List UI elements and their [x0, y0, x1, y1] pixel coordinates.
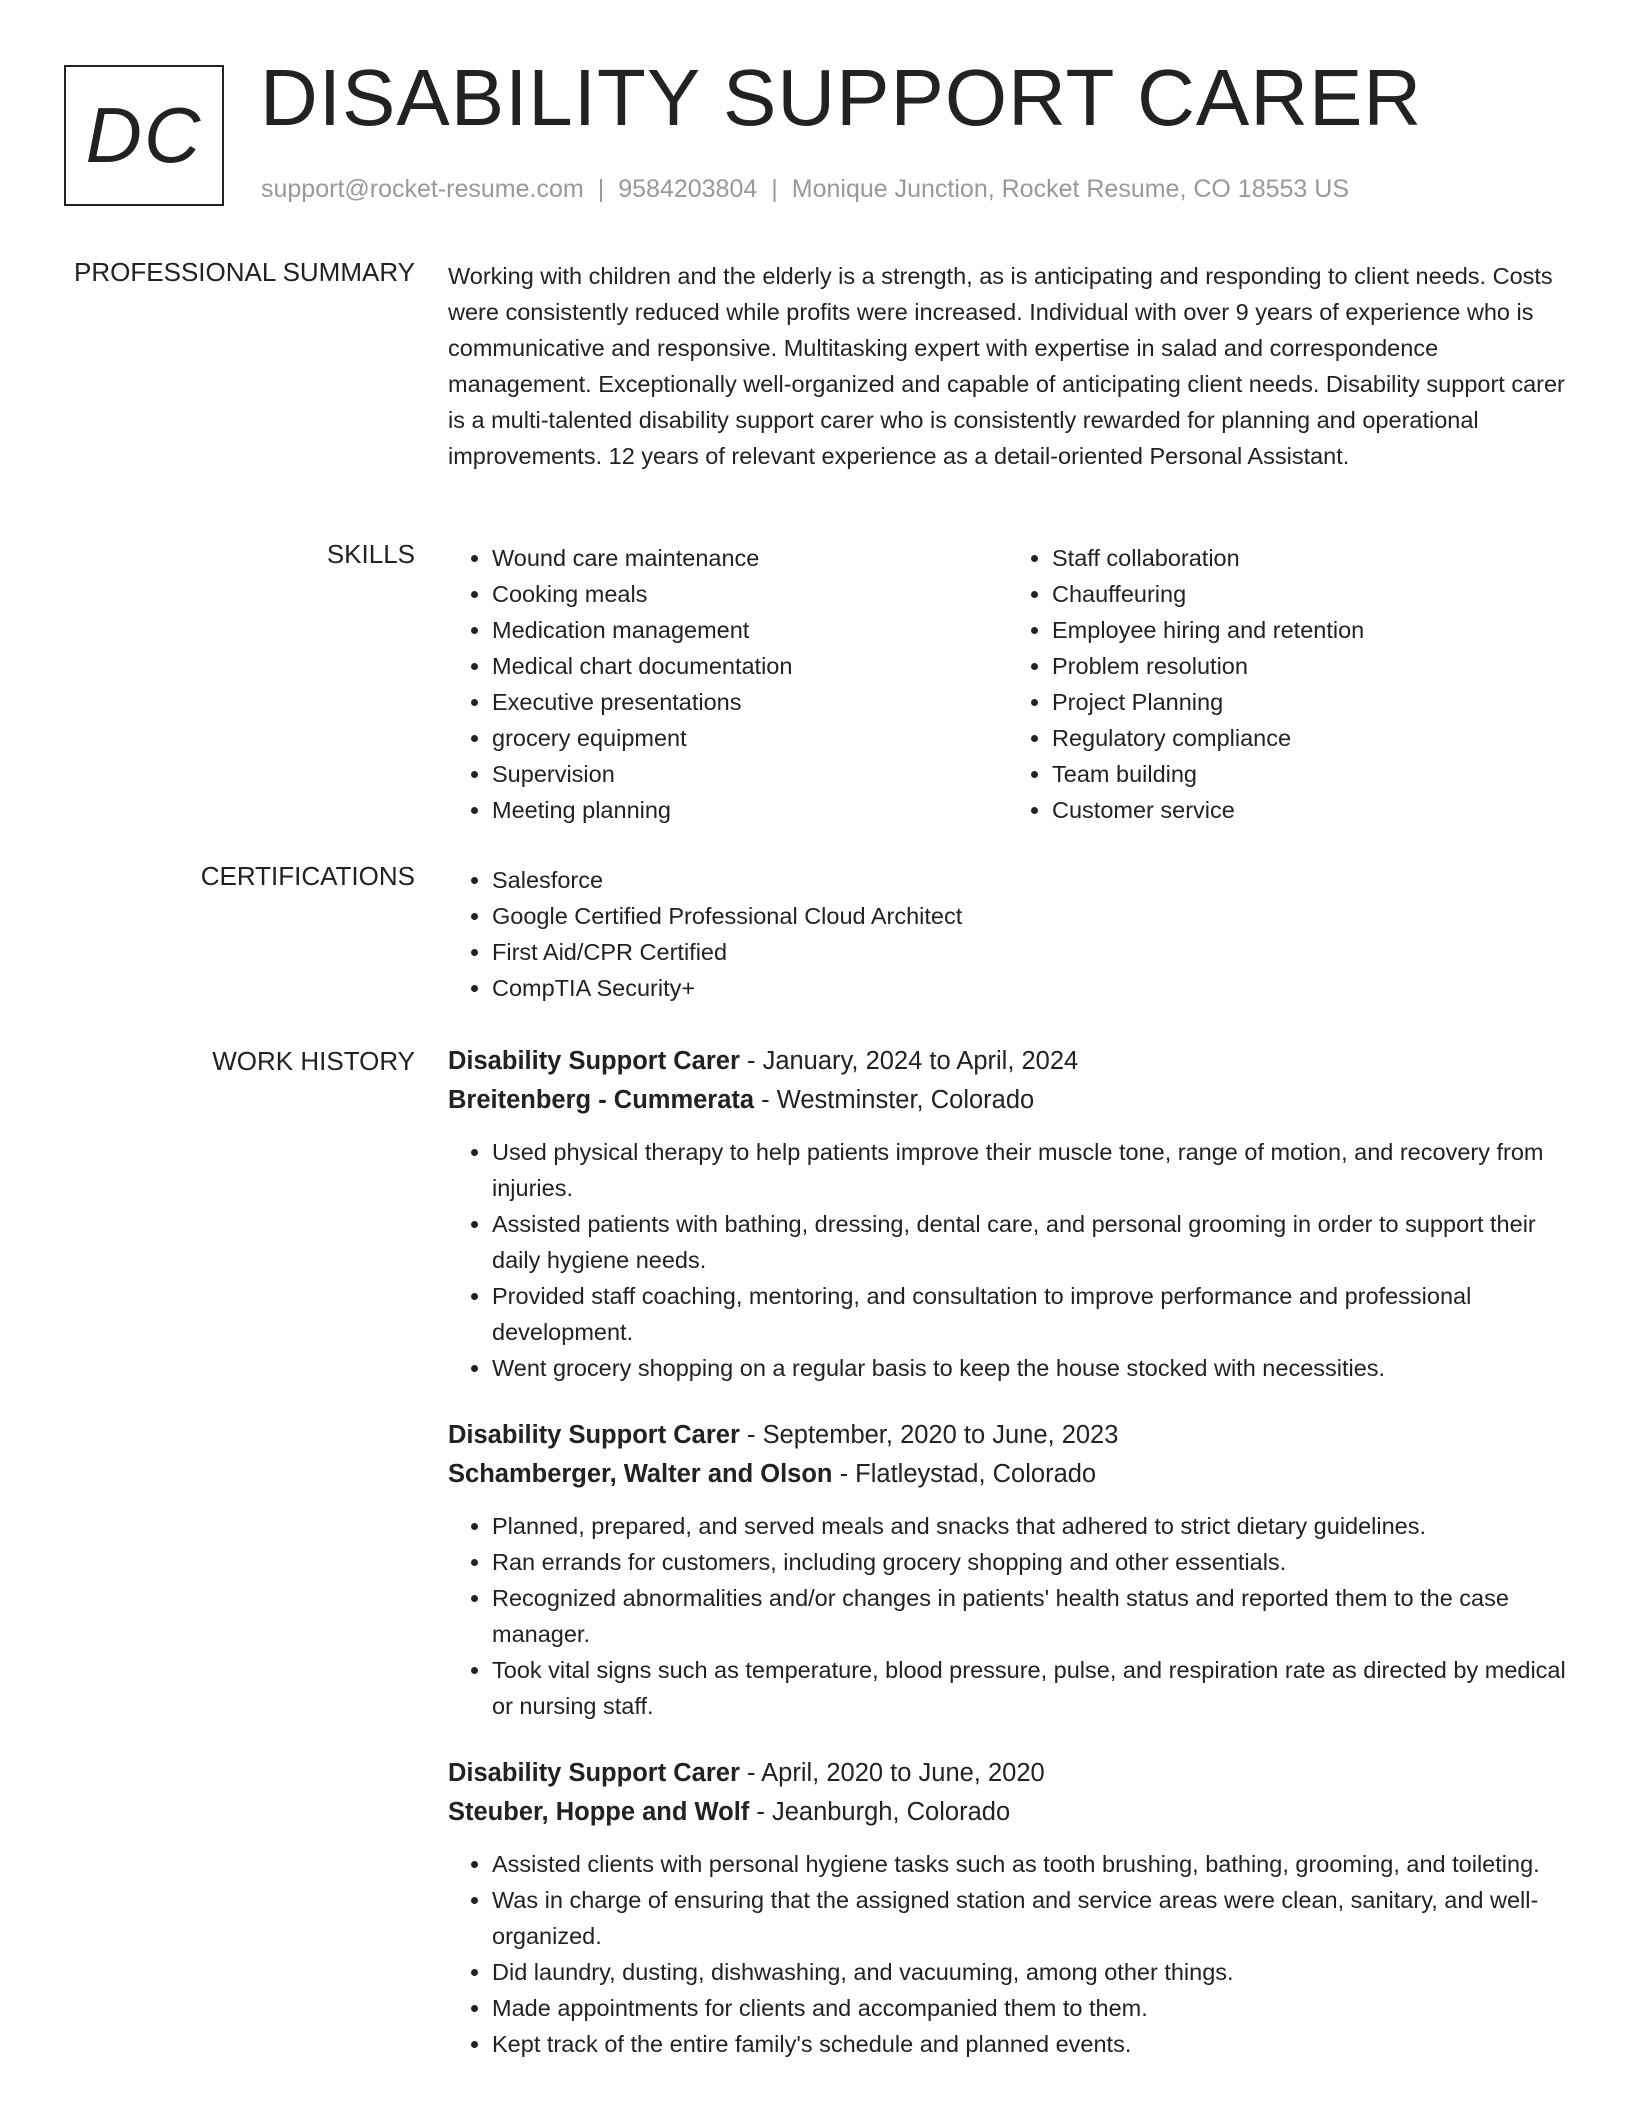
skill-item: • Staff collaboration: [1052, 540, 1568, 576]
job-location: - Jeanburgh, Colorado: [749, 1798, 1011, 1826]
certifications-list: [448, 862, 1568, 1006]
job-bullet: • Planned, prepared, and served meals and snacks that adhered to strict dietary guidelines.: [492, 1508, 1568, 1544]
certification-item: • CompTIA Security+: [492, 970, 1568, 1006]
job-bullet: • Assisted patients with bathing, dressing, dental care, and personal grooming in order to support their daily hygiene needs.: [492, 1206, 1568, 1278]
job-bullets: [448, 1134, 1568, 1386]
job-title-line: [448, 1042, 1568, 1080]
job-bullet: • Was in charge of ensuring that the assigned station and service areas were clean, sanitary, and well-organized.: [492, 1882, 1568, 1954]
job-entry: [448, 1754, 1568, 2062]
skills-columns: [448, 540, 1568, 828]
job-location: - Flatleystad, Colorado: [832, 1460, 1097, 1488]
contact-address: Monique Junction, Rocket Resume, CO 18553 US: [791, 175, 1349, 203]
skills-list-left: [448, 540, 1008, 828]
certification-item: • Google Certified Professional Cloud Architect: [492, 898, 1568, 934]
skill-item: • Customer service: [1052, 792, 1568, 828]
skill-item: • Medication management: [492, 612, 1008, 648]
skill-item: • Meeting planning: [492, 792, 1008, 828]
section-label-summary: PROFESSIONAL SUMMARY: [74, 257, 415, 287]
certifications-body: [448, 862, 1568, 1006]
job-bullet: • Provided staff coaching, mentoring, and consultation to improve performance and professional development.: [492, 1278, 1568, 1350]
skill-item: • Medical chart documentation: [492, 648, 1008, 684]
job-title-line: [448, 1754, 1568, 1792]
section-label-certifications: CERTIFICATIONS: [200, 861, 415, 891]
job-company: Steuber, Hoppe and Wolf: [448, 1798, 750, 1826]
job-company-line: [448, 1792, 1568, 1832]
job-entry: [448, 1416, 1568, 1724]
job-company: Schamberger, Walter and Olson: [448, 1460, 833, 1488]
job-dates: - January, 2024 to April, 2024: [739, 1047, 1079, 1075]
contact-separator: |: [597, 175, 605, 203]
job-company-line: [448, 1080, 1568, 1120]
contact-separator: |: [771, 175, 778, 203]
skill-item: • Employee hiring and retention: [1052, 612, 1568, 648]
skill-item: • Project Planning: [1052, 684, 1568, 720]
job-bullet: • Took vital signs such as temperature, blood pressure, pulse, and respiration rate as directed by medical or nursing staff.: [492, 1652, 1568, 1724]
job-bullet: • Made appointments for clients and accompanied them to them.: [492, 1990, 1568, 2026]
job-title: Disability Support Carer: [448, 1047, 740, 1075]
contact-phone: 9584203804: [618, 175, 758, 203]
contact-email: support@rocket-resume.com: [261, 175, 584, 203]
monogram-logo: DC: [64, 65, 224, 206]
job-company: Breitenberg - Cummerata: [448, 1086, 755, 1114]
job-bullet: • Ran errands for customers, including grocery shopping and other essentials.: [492, 1544, 1568, 1580]
skill-item: • Executive presentations: [492, 684, 1008, 720]
contact-line: [261, 175, 1349, 204]
skill-item: • Team building: [1052, 756, 1568, 792]
job-bullet: • Used physical therapy to help patients improve their muscle tone, range of motion, and recovery from injuries.: [492, 1134, 1568, 1206]
work-history-body: [448, 1042, 1568, 2092]
job-entry: [448, 1042, 1568, 1386]
job-title: Disability Support Carer: [448, 1421, 740, 1449]
job-bullets: [448, 1846, 1568, 2062]
job-title: Disability Support Carer: [448, 1759, 740, 1787]
section-label-skills: SKILLS: [326, 539, 415, 569]
job-bullets: [448, 1508, 1568, 1724]
job-company-line: [448, 1454, 1568, 1494]
skill-item: • Regulatory compliance: [1052, 720, 1568, 756]
job-dates: - April, 2020 to June, 2020: [739, 1759, 1045, 1787]
skill-item: • Chauffeuring: [1052, 576, 1568, 612]
job-bullet: • Went grocery shopping on a regular basis to keep the house stocked with necessities.: [492, 1350, 1568, 1386]
skill-item: • Problem resolution: [1052, 648, 1568, 684]
page-title: DISABILITY SUPPORT CARER: [260, 53, 1423, 142]
skill-item: • Supervision: [492, 756, 1008, 792]
job-location: - Westminster, Colorado: [754, 1086, 1035, 1114]
certification-item: • First Aid/CPR Certified: [492, 934, 1568, 970]
job-bullet: • Kept track of the entire family's schedule and planned events.: [492, 2026, 1568, 2062]
job-dates: - September, 2020 to June, 2023: [739, 1421, 1119, 1449]
certification-item: • Salesforce: [492, 862, 1568, 898]
job-bullet: • Recognized abnormalities and/or changes in patients' health status and reported them to the case manager.: [492, 1580, 1568, 1652]
skill-item: • Wound care maintenance: [492, 540, 1008, 576]
job-bullet: • Assisted clients with personal hygiene tasks such as tooth brushing, bathing, grooming, and toileting.: [492, 1846, 1568, 1882]
skill-item: • grocery equipment: [492, 720, 1008, 756]
skills-list-right: [1008, 540, 1568, 828]
summary-text: Working with children and the elderly is a strength, as is anticipating and responding to client needs. Costs were consistently reduced while profits were increased. Individual with over 9 years of experience who is communicative and responsive. Multitasking expert with expertise in salad and correspondence management. Exceptionally well-organized and capable of anticipating client needs. Disability support carer is a multi-talented disability support carer who is consistently rewarded for planning and operational improvements. 12 years of relevant experience as a detail-oriented Personal Assistant.: [448, 263, 1565, 469]
section-label-work-history: WORK HISTORY: [212, 1046, 415, 1076]
skill-item: • Cooking meals: [492, 576, 1008, 612]
job-title-line: [448, 1416, 1568, 1454]
job-bullet: • Did laundry, dusting, dishwashing, and vacuuming, among other things.: [492, 1954, 1568, 1990]
